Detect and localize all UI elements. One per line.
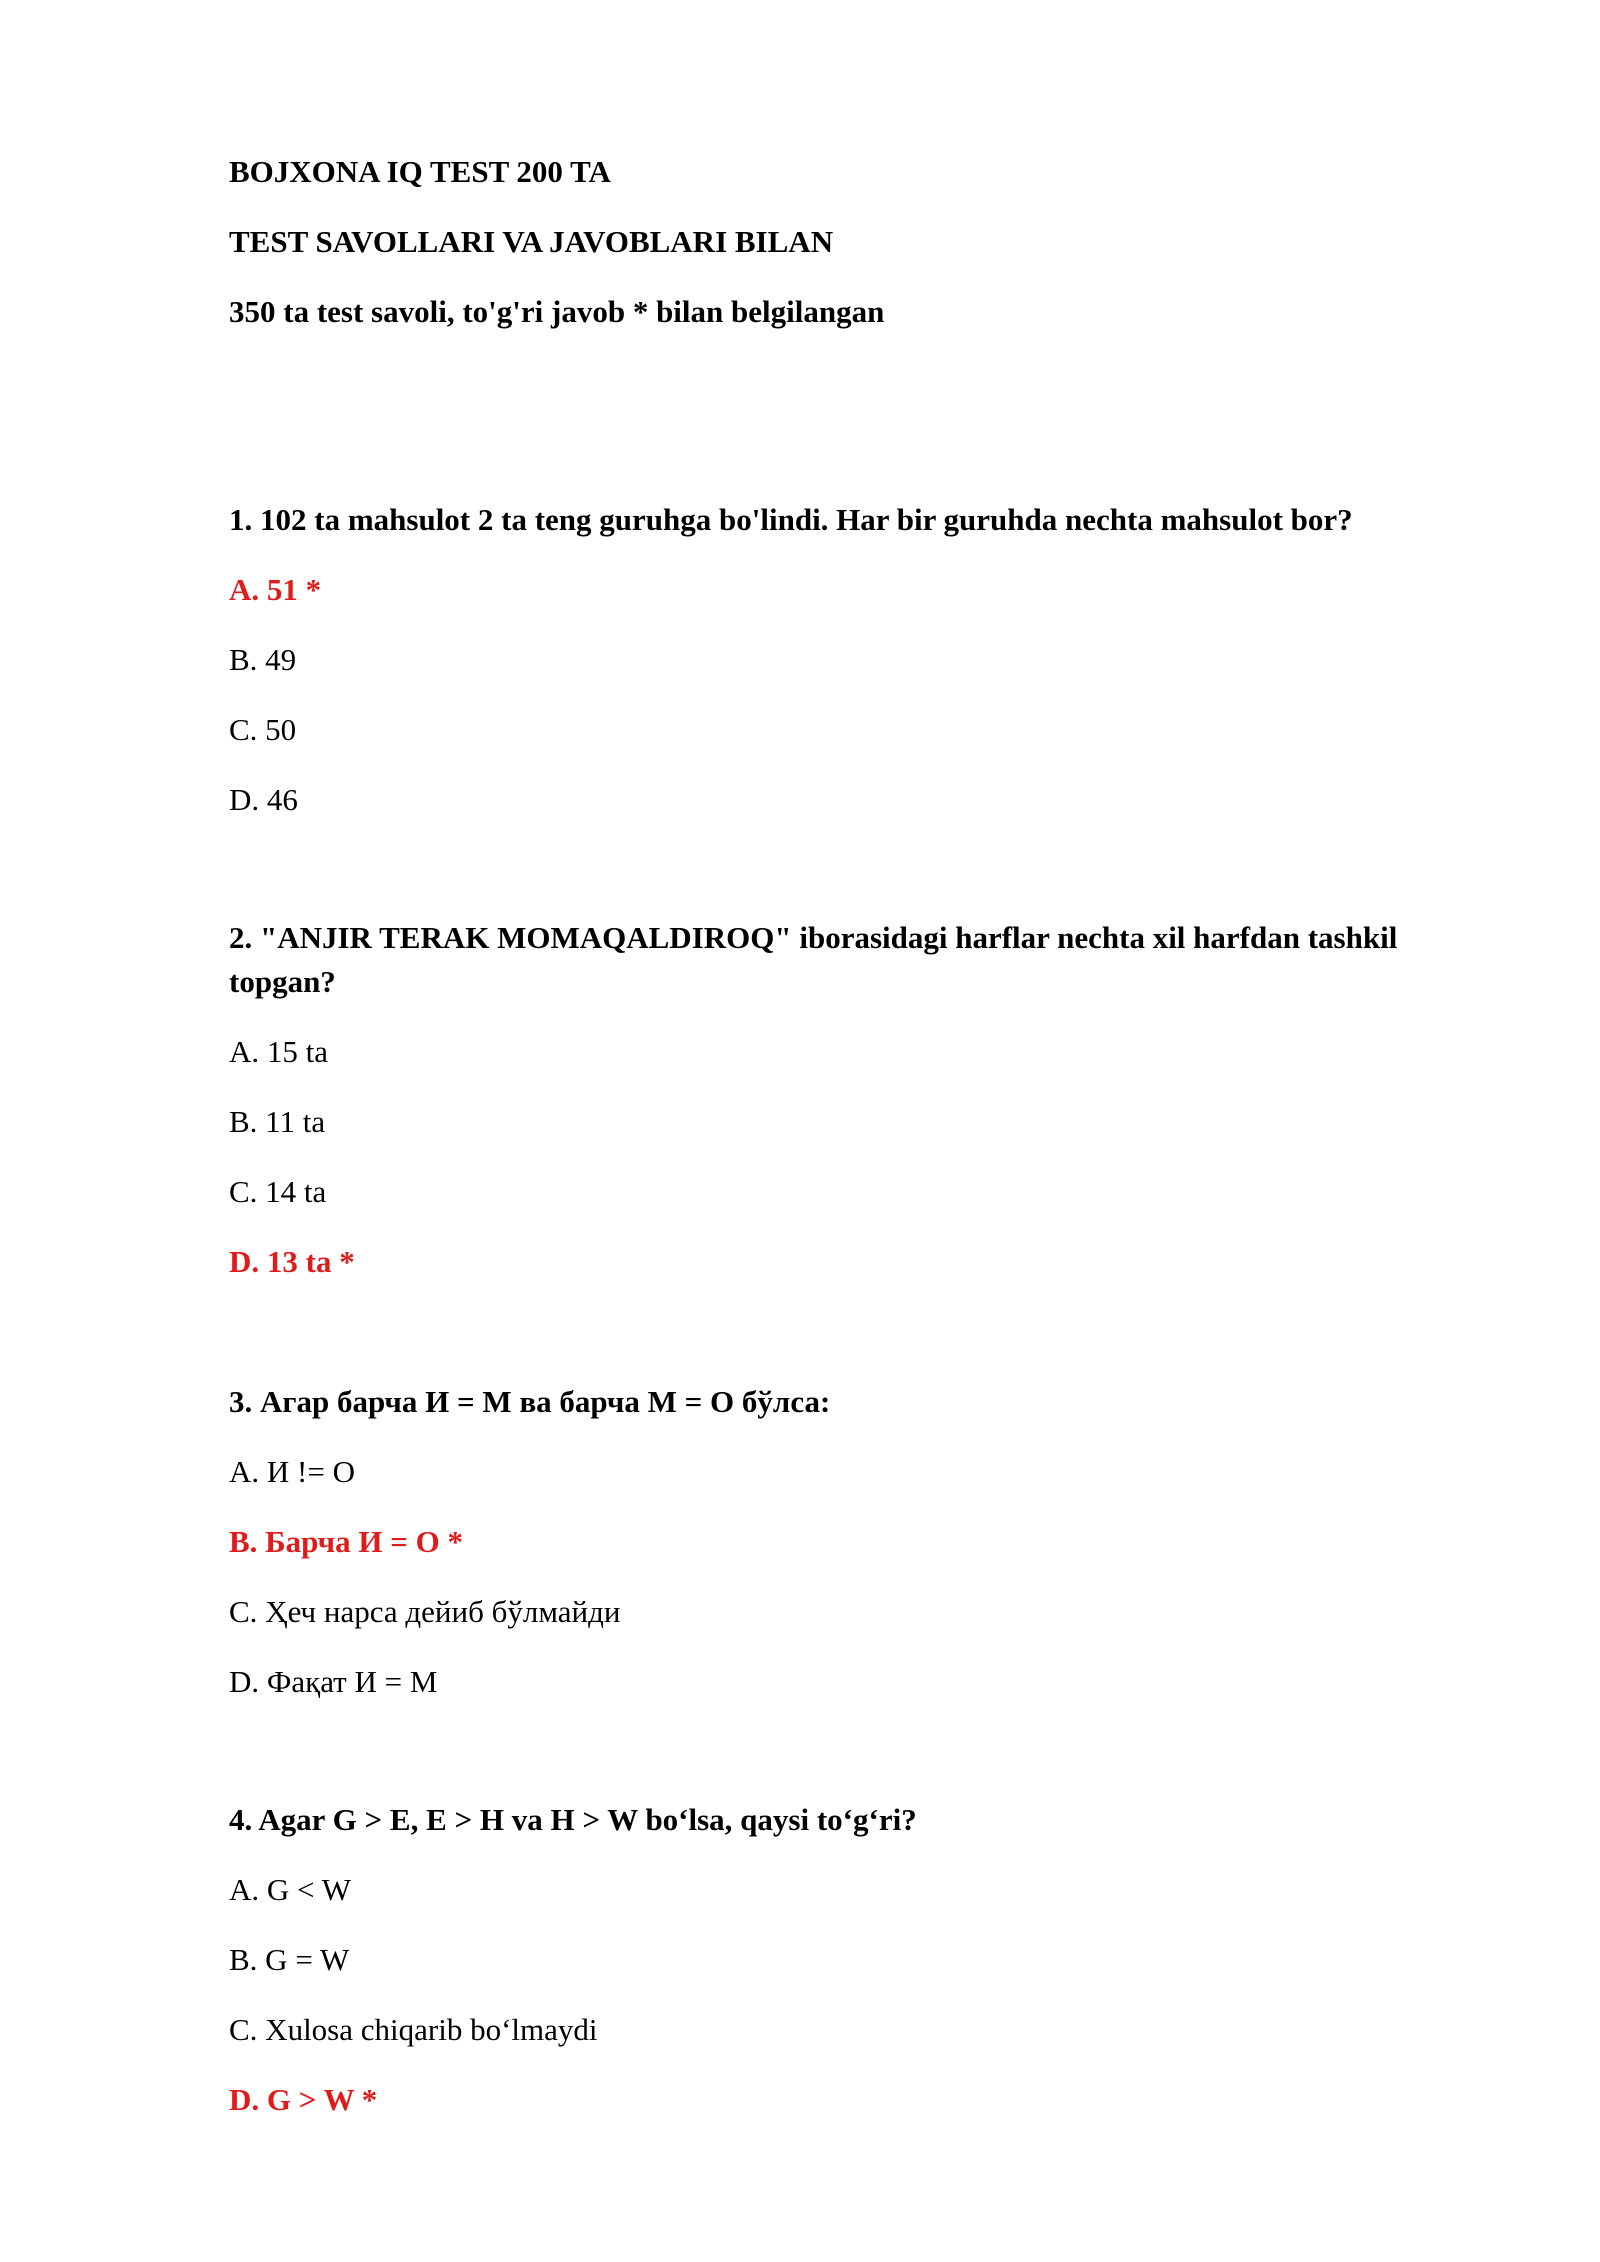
document-note: 350 ta test savoli, to'g'ri javob * bilan belgilangan — [229, 294, 885, 329]
question-4-option-c: C. Xulosa chiqarib bo‘lmaydi — [229, 2012, 598, 2047]
question-4-option-a: A. G < W — [229, 1872, 351, 1907]
question-1-option-c: C. 50 — [229, 712, 297, 747]
question-2-option-b: B. 11 ta — [229, 1104, 326, 1139]
question-3-option-b: B. Барча И = О * — [229, 1524, 464, 1559]
question-4-option-d: D. G > W * — [229, 2082, 378, 2117]
question-1-option-a: A. 51 * — [229, 572, 322, 607]
question-2-text-line2: topgan? — [229, 964, 336, 999]
question-3-option-a: A. И != О — [229, 1454, 355, 1489]
question-3-option-d: D. Фақат И = М — [229, 1664, 438, 1699]
question-4-text: 4. Agar G > E, E > H va H > W bo‘lsa, qaysi to‘g‘ri? — [229, 1802, 917, 1837]
question-2-text-line1: 2. "ANJIR TERAK MOMAQALDIROQ" iborasidagi harflar nechta xil harfdan tashkil — [229, 920, 1398, 955]
question-1-option-b: B. 49 — [229, 642, 297, 677]
question-3-text: 3. Агар барча И = М ва барча М = О бўлса: — [229, 1384, 831, 1419]
question-2-option-a: A. 15 ta — [229, 1034, 329, 1069]
question-4-option-b: B. G = W — [229, 1942, 350, 1977]
document-subtitle: TEST SAVOLLARI VA JAVOBLARI BILAN — [229, 224, 834, 259]
question-2-option-c: C. 14 ta — [229, 1174, 327, 1209]
question-1-option-d: D. 46 — [229, 782, 298, 817]
document-title: BOJXONA IQ TEST 200 TA — [229, 154, 611, 189]
question-2-option-d: D. 13 ta * — [229, 1244, 355, 1279]
question-3-option-c: C. Ҳеч нарса дейиб бўлмайди — [229, 1594, 621, 1629]
question-1-text: 1. 102 ta mahsulot 2 ta teng guruhga bo'lindi. Har bir guruhda nechta mahsulot bor? — [229, 502, 1353, 537]
